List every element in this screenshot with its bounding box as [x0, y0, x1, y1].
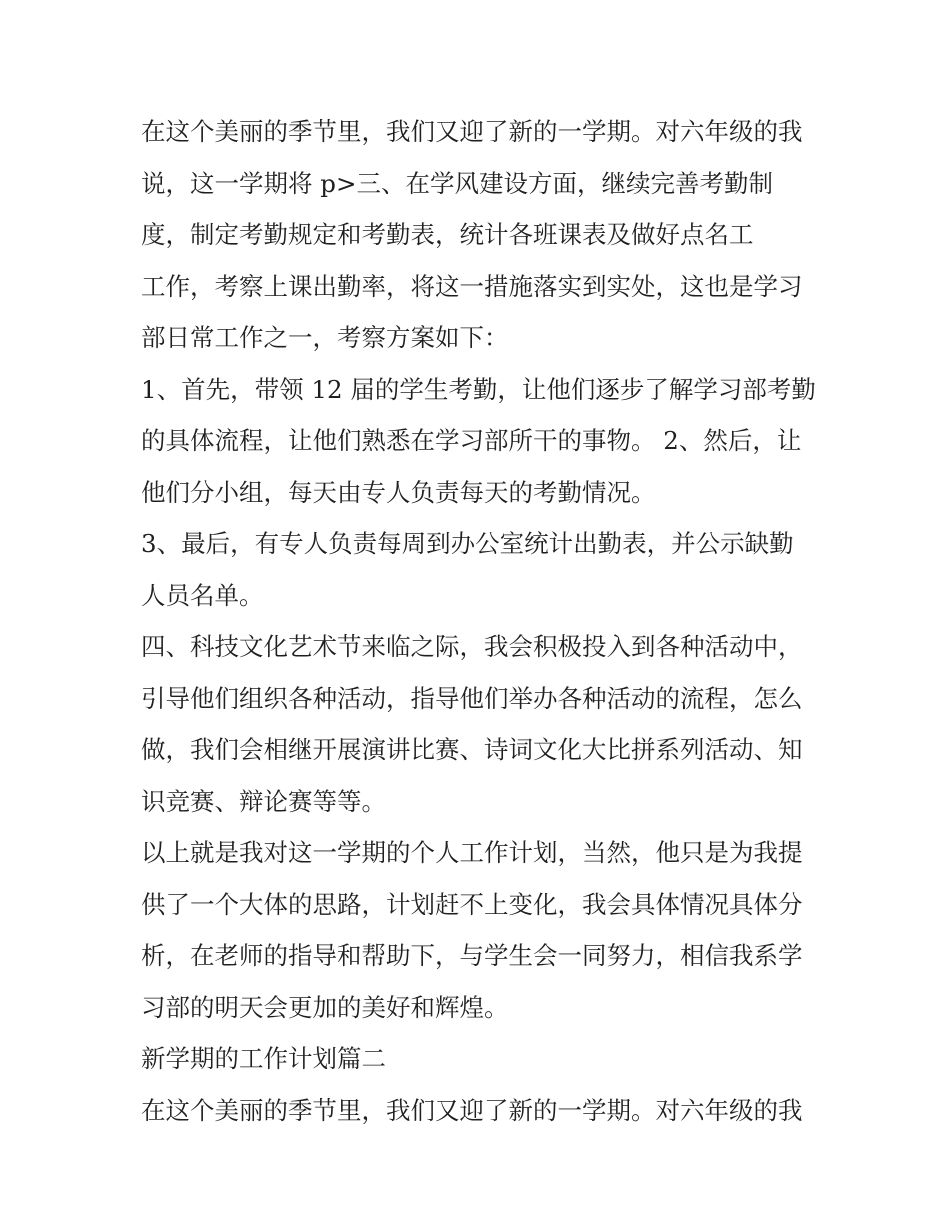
- text-line-12: 引导他们组织各种活动，指导他们举办各种活动的流程，怎么: [141, 683, 803, 713]
- text-line-14: 识竞赛、辩论赛等等。: [141, 786, 386, 816]
- text-line-3: 度，制定考勤规定和考勤表，统计各班课表及做好点名工: [141, 220, 754, 249]
- text-line-4: 工作，考察上课出勤率，将这一措施落实到实处，这也是学习: [141, 271, 803, 301]
- text-line-13: 做，我们会相继开展演讲比赛、诗词文化大比拼系列活动、知: [141, 735, 803, 764]
- text-line-2: 说，这一学期将 p>三、在学风建设方面，继续完善考勤制: [141, 168, 773, 198]
- text-line-16: 供了一个大体的思路，计划赶不上变化，我会具体情况具体分: [141, 889, 803, 919]
- text-line-8: 他们分小组，每天由专人负责每天的考勤情况。: [141, 477, 656, 507]
- text-line-20: 在这个美丽的季节里，我们又迎了新的一学期。对六年级的我: [141, 1095, 803, 1125]
- text-line-15: 以上就是我对这一学期的个人工作计划，当然，他只是为我提: [141, 838, 803, 867]
- text-line-1: 在这个美丽的季节里，我们又迎了新的一学期。对六年级的我: [141, 117, 803, 146]
- text-line-9: 3、最后，有专人负责每周到办公室统计出勤表，并公示缺勤: [141, 529, 794, 558]
- text-line-17: 析，在老师的指导和帮助下，与学生会一同努力，相信我系学: [141, 941, 803, 970]
- text-line-5: 部日常工作之一，考察方案如下：: [141, 323, 509, 352]
- section-heading: 新学期的工作计划篇二: [141, 1044, 386, 1073]
- text-line-7: 的具体流程，让他们熟悉在学习部所干的事物。 2、然后，让: [141, 426, 802, 455]
- text-line-18: 习部的明天会更加的美好和辉煌。: [141, 992, 509, 1022]
- text-line-11: 四、科技文化艺术节来临之际，我会积极投入到各种活动中，: [141, 632, 803, 661]
- text-line-6: 1、首先，带领 12 届的学生考勤，让他们逐步了解学习部考勤: [141, 374, 816, 404]
- text-line-10: 人员名单。: [141, 580, 264, 610]
- document-body: [141, 106, 821, 1136]
